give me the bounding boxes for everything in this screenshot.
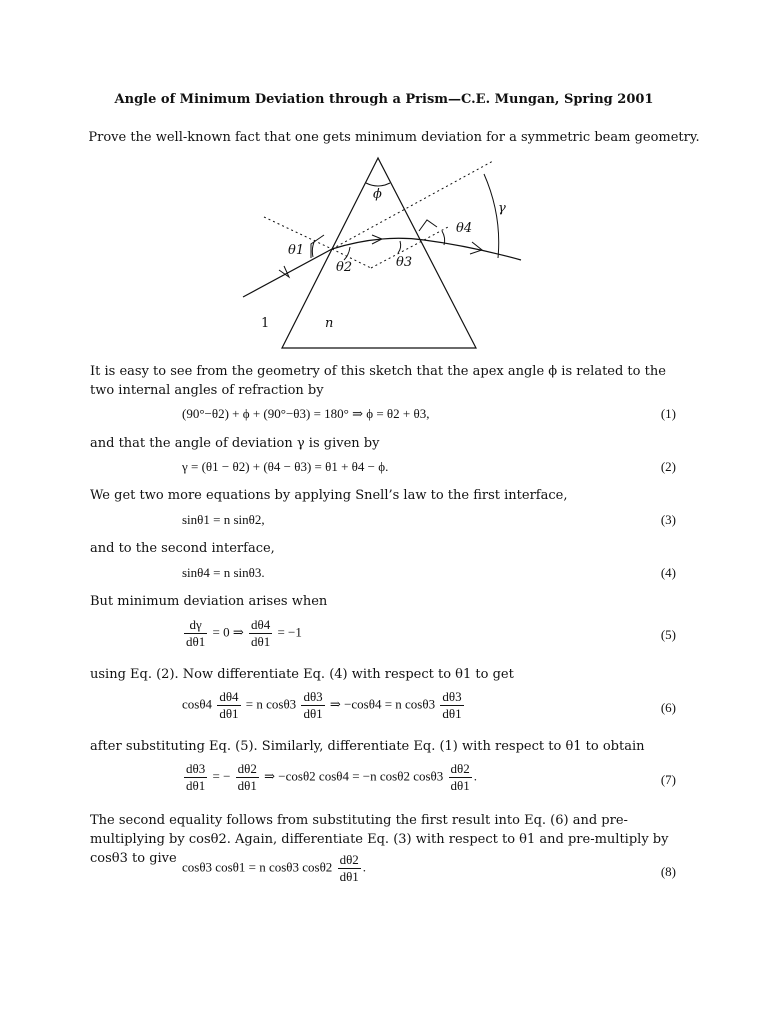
inside-index-label: n	[325, 316, 334, 331]
theta1-label: θ1	[288, 243, 305, 258]
equation-5: $\frac{d\gamma}{d\theta 1}$ = 0 ⇒ $\frac{d\theta 4}{d\theta 1}$ = −1	[186, 617, 302, 649]
theta2-arc	[344, 247, 350, 260]
equation-8: cosθ3 cosθ1 = n cosθ3 cosθ2 $\frac{d\theta 2}{d\theta 1}$ .	[182, 852, 367, 884]
theta2-label: θ2	[336, 260, 353, 275]
right-angle-mark-2	[419, 220, 437, 231]
fraction: $\frac{d\theta 2}{d\theta 1}$	[339, 852, 359, 884]
internal-ray	[332, 238, 424, 249]
outside-index-label: 1	[261, 316, 270, 331]
equation-number-7: (7)	[660, 772, 676, 787]
gamma-arc	[484, 174, 499, 258]
paragraph-3: We get two more equations by applying Snell’s law to the first interface,	[90, 488, 568, 503]
paragraph-8: The second equality follows from substituting the first result into Eq. (6) and pre-multiplying by cosθ2. Again, differentiate Eq. (3) with respect to θ1 and pre-multiply by cosθ3 to give	[90, 813, 669, 866]
fraction: $\frac{d\theta 2}{d\theta 1}$	[450, 761, 470, 793]
equation-number-8: (8)	[660, 864, 676, 879]
fraction: $\frac{d\theta 3}{d\theta 1}$	[303, 689, 323, 721]
equation-number-3: (3)	[660, 512, 676, 527]
theta3-arc	[398, 241, 401, 253]
paragraph-6: using Eq. (2). Now differentiate Eq. (4) with respect to θ1 to get	[90, 667, 514, 682]
paragraph-4: and to the second interface,	[90, 541, 275, 556]
gamma-label: γ	[498, 201, 506, 216]
paragraph-5: But minimum deviation arises when	[90, 594, 328, 609]
problem-statement: Prove the well-known fact that one gets minimum deviation for a symmetric beam geometry.	[88, 130, 700, 145]
equation-6: cosθ4 $\frac{d\theta 4}{d\theta 1}$ = n cosθ3 $\frac{d\theta 3}{d\theta 1}$ ⇒ −cosθ4 = n cosθ3 $\frac{d\theta 3}{d\theta 1}$	[182, 689, 462, 721]
equation-number-5: (5)	[660, 627, 676, 642]
prism-diagram	[0, 0, 768, 360]
equation-3: sinθ1 = n sinθ2,	[182, 512, 265, 527]
equation-number-4: (4)	[660, 565, 676, 580]
equation-number-2: (2)	[660, 459, 676, 474]
equation-4: sinθ4 = n sinθ3.	[182, 565, 265, 580]
fraction: $\frac{d\theta 4}{d\theta 1}$	[219, 689, 239, 721]
paragraph-1: It is easy to see from the geometry of this sketch that the apex angle ϕ is related to the two internal angles of refraction by	[90, 364, 666, 398]
equation-7: $\frac{d\theta 3}{d\theta 1}$ = − $\frac{d\theta 2}{d\theta 1}$ ⇒ −cosθ2 cosθ4 = −n cosθ2 cosθ3 $\frac{d\theta 2}{d\theta 1}$ .	[186, 761, 477, 793]
paragraph-2: and that the angle of deviation γ is given by	[90, 436, 380, 451]
fraction: $\frac{d\theta 3}{d\theta 1}$	[186, 761, 206, 793]
equation-1: (90°−θ2) + ϕ + (90°−θ3) = 180° ⇒ ϕ = θ2 + θ3,	[182, 406, 430, 421]
phi-label: ϕ	[373, 187, 382, 202]
fraction: $\frac{d\theta 4}{d\theta 1}$	[250, 617, 271, 649]
fraction: $\frac{d\gamma}{d\theta 1}$	[186, 617, 206, 649]
equation-number-1: (1)	[660, 406, 676, 421]
paragraph-7: after substituting Eq. (5). Similarly, differentiate Eq. (1) with respect to θ1 to obtain	[90, 739, 645, 754]
fraction: $\frac{d\theta 2}{d\theta 1}$	[237, 761, 257, 793]
theta4-label: θ4	[456, 221, 473, 236]
theta3-label: θ3	[396, 255, 413, 270]
equation-2: γ = (θ1 − θ2) + (θ4 − θ3) = θ1 + θ4 − ϕ.	[182, 459, 389, 474]
fraction: $\frac{d\theta 3}{d\theta 1}$	[442, 689, 462, 721]
apex-angle-arc	[366, 183, 390, 186]
equation-number-6: (6)	[660, 700, 676, 715]
page-title: Angle of Minimum Deviation through a Prism—C.E. Mungan, Spring 2001	[114, 92, 654, 107]
